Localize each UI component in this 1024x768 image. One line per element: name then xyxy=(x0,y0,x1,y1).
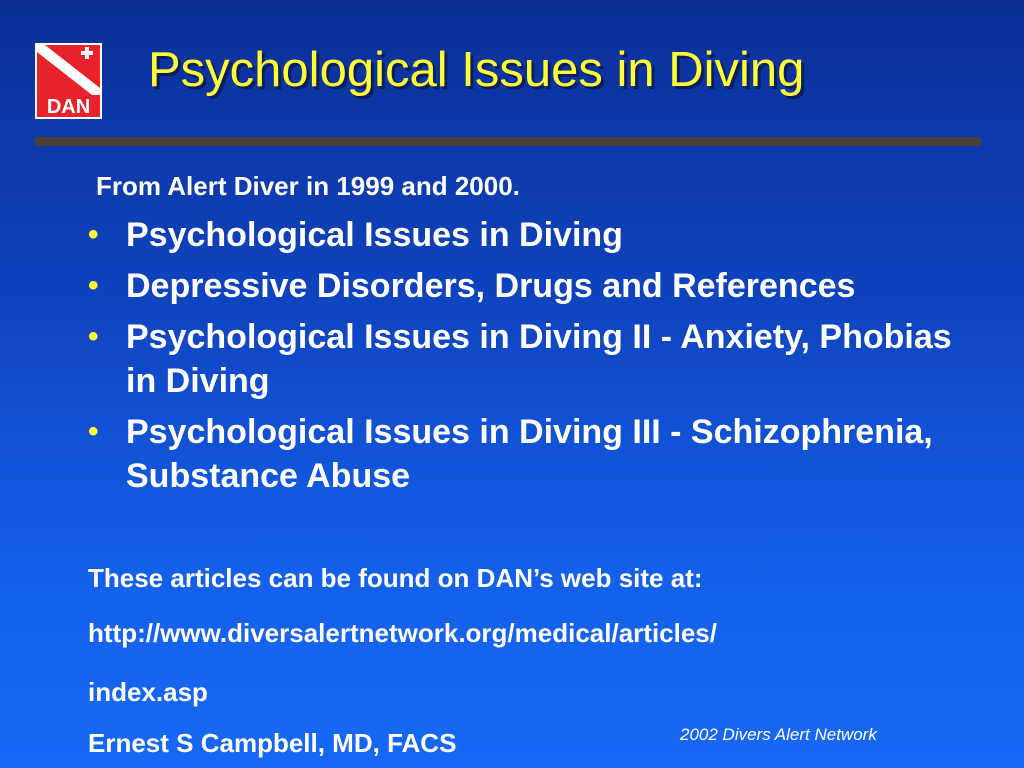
url-line-1[interactable]: http://www.diversalertnetwork.org/medical/articles/ xyxy=(88,618,717,648)
bullet-text: Depressive Disorders, Drugs and References xyxy=(126,267,856,305)
logo-text: DAN xyxy=(46,96,91,118)
bullet-text: Psychological Issues in Diving III - Schizophrenia, Substance Abuse xyxy=(126,413,933,495)
bullet-marker: • xyxy=(88,320,99,353)
slide-title: Psychological Issues in Diving xyxy=(148,43,805,97)
bullet-item xyxy=(86,264,966,308)
url-line-2[interactable]: index.asp xyxy=(88,677,208,707)
bullet-marker: • xyxy=(88,415,99,448)
bullet-text: Psychological Issues in Diving xyxy=(126,216,623,254)
bullet-text: Psychological Issues in Diving II - Anxiety, Phobias in Diving xyxy=(126,318,952,400)
bullet-marker: • xyxy=(88,218,99,251)
articles-note: These articles can be found on DAN’s web site at: xyxy=(88,563,703,593)
bullet-item xyxy=(86,213,966,257)
copyright-note: 2002 Divers Alert Network xyxy=(680,725,877,744)
bullet-item xyxy=(86,410,966,498)
intro-text: From Alert Diver in 1999 and 2000. xyxy=(96,171,520,201)
title-divider xyxy=(35,137,981,146)
dan-logo xyxy=(35,43,102,119)
author-credit: Ernest S Campbell, MD, FACS xyxy=(88,728,457,758)
bullet-item xyxy=(86,315,966,403)
bullet-list xyxy=(86,213,966,505)
bullet-marker: • xyxy=(88,269,99,302)
